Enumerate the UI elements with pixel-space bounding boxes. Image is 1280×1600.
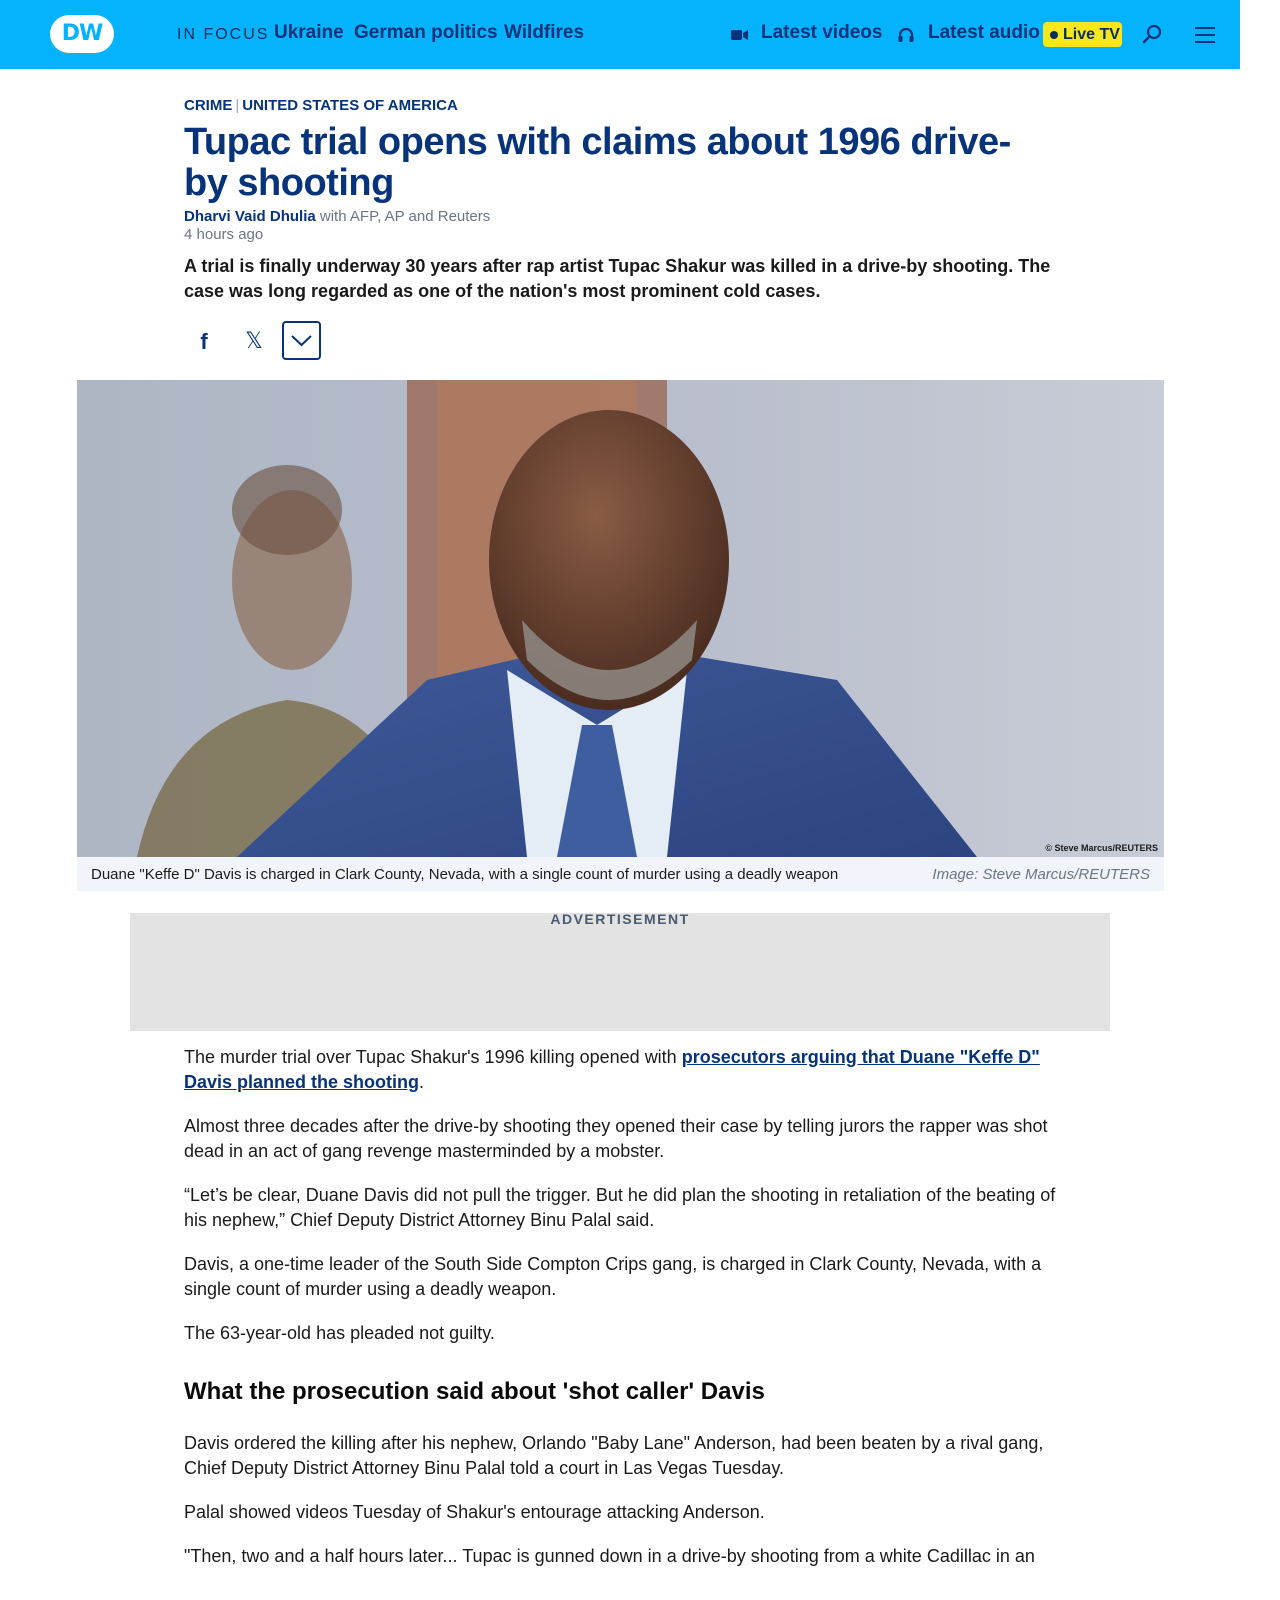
p1-end: . [419, 1072, 425, 1092]
hero-caption: Duane "Keffe D" Davis is charged in Clark County, Nevada, with a single count of murder using a deadly weapon [91, 866, 839, 883]
live-tv-label: Live TV [1063, 26, 1120, 43]
body-paragraph-6: Davis ordered the killing after his nephew, Orlando "Baby Lane" Anderson, had been beaten by a rival gang, Chief Deputy District Attorney Binu Palal told a court in Las Vegas Tuesday. [184, 1433, 1044, 1478]
in-focus-label: IN FOCUS [177, 26, 270, 43]
site-header [0, 0, 1240, 69]
byline-agencies: with AFP, AP and Reuters [315, 208, 491, 225]
body-paragraph-2: Almost three decades after the drive-by shooting they opened their case by telling jurors the rapper was shot dead in an act of gang revenge masterminded by a mobster. [184, 1116, 1048, 1161]
body-paragraph-7: Palal showed videos Tuesday of Shakur's entourage attacking Anderson. [184, 1502, 765, 1522]
hero-caption-bar [77, 857, 1164, 891]
video-icon [731, 29, 748, 41]
prosecutors-article-link[interactable]: prosecutors arguing that Duane "Keffe D" Davis planned the shooting [184, 1047, 1040, 1092]
nav-link-german-politics[interactable]: German politics [354, 22, 498, 43]
search-icon[interactable] [1141, 23, 1163, 45]
hero-credit: Image: Steve Marcus/REUTERS [932, 866, 1150, 883]
kicker-crime-link[interactable]: CRIME [184, 97, 233, 114]
headphones-icon [897, 26, 915, 44]
p1-text: The murder trial over Tupac Shakur's 1996 killing opened with [184, 1047, 682, 1067]
live-dot-icon [1050, 31, 1058, 39]
article-teaser: A trial is finally underway 30 years after rap artist Tupac Shakur was killed in a drive-by shooting. The case was long regarded as one of the nation's most prominent cold cases. [184, 256, 1051, 301]
live-tv-button[interactable] [1043, 22, 1122, 47]
latest-audio-link[interactable]: Latest audio [928, 22, 1040, 43]
facebook-share-icon[interactable]: f [200, 329, 208, 354]
kicker-usa-link[interactable]: UNITED STATES OF AMERICA [242, 97, 458, 114]
kicker-separator: | [235, 97, 240, 114]
dw-logo[interactable]: DW [50, 15, 114, 53]
nav-link-wildfires[interactable]: Wildfires [504, 22, 585, 43]
section-heading: What the prosecution said about 'shot caller' Davis [184, 1378, 765, 1405]
hero-photo [77, 380, 1164, 857]
nav-link-ukraine[interactable]: Ukraine [274, 22, 344, 43]
body-paragraph-3: “Let’s be clear, Duane Davis did not pull the trigger. But he did plan the shooting in retaliation of the beating of his nephew,” Chief Deputy District Attorney Binu Palal said. [184, 1185, 1056, 1230]
body-paragraph-4: Davis, a one-time leader of the South Side Compton Crips gang, is charged in Clark County, Nevada, with a single count of murder using a deadly weapon. [184, 1254, 1042, 1299]
body-paragraph-8: "Then, two and a half hours later... Tupac is gunned down in a drive-by shooting from a white Cadillac in an [184, 1546, 1035, 1566]
publish-time: 4 hours ago [184, 226, 264, 243]
article-title: Tupac trial opens with claims about 1996 drive-by shooting [184, 121, 1011, 204]
body-paragraph-1 [184, 1045, 1064, 1095]
author-link[interactable]: Dharvi Vaid Dhulia [184, 208, 316, 225]
hero-image [77, 380, 1164, 857]
chevron-down-icon [284, 323, 319, 358]
more-share-button[interactable] [282, 321, 321, 360]
article-kicker [184, 97, 458, 114]
advertisement-label: ADVERTISEMENT [550, 911, 690, 927]
latest-videos-link[interactable]: Latest videos [761, 22, 883, 43]
byline [184, 208, 490, 225]
hero-overlay-credit: © Steve Marcus/REUTERS [1045, 843, 1158, 853]
advertisement-slot [130, 913, 1110, 1031]
menu-icon[interactable] [1192, 24, 1218, 46]
body-paragraph-5: The 63-year-old has pleaded not guilty. [184, 1323, 495, 1343]
x-share-icon[interactable]: 𝕏 [245, 329, 263, 354]
